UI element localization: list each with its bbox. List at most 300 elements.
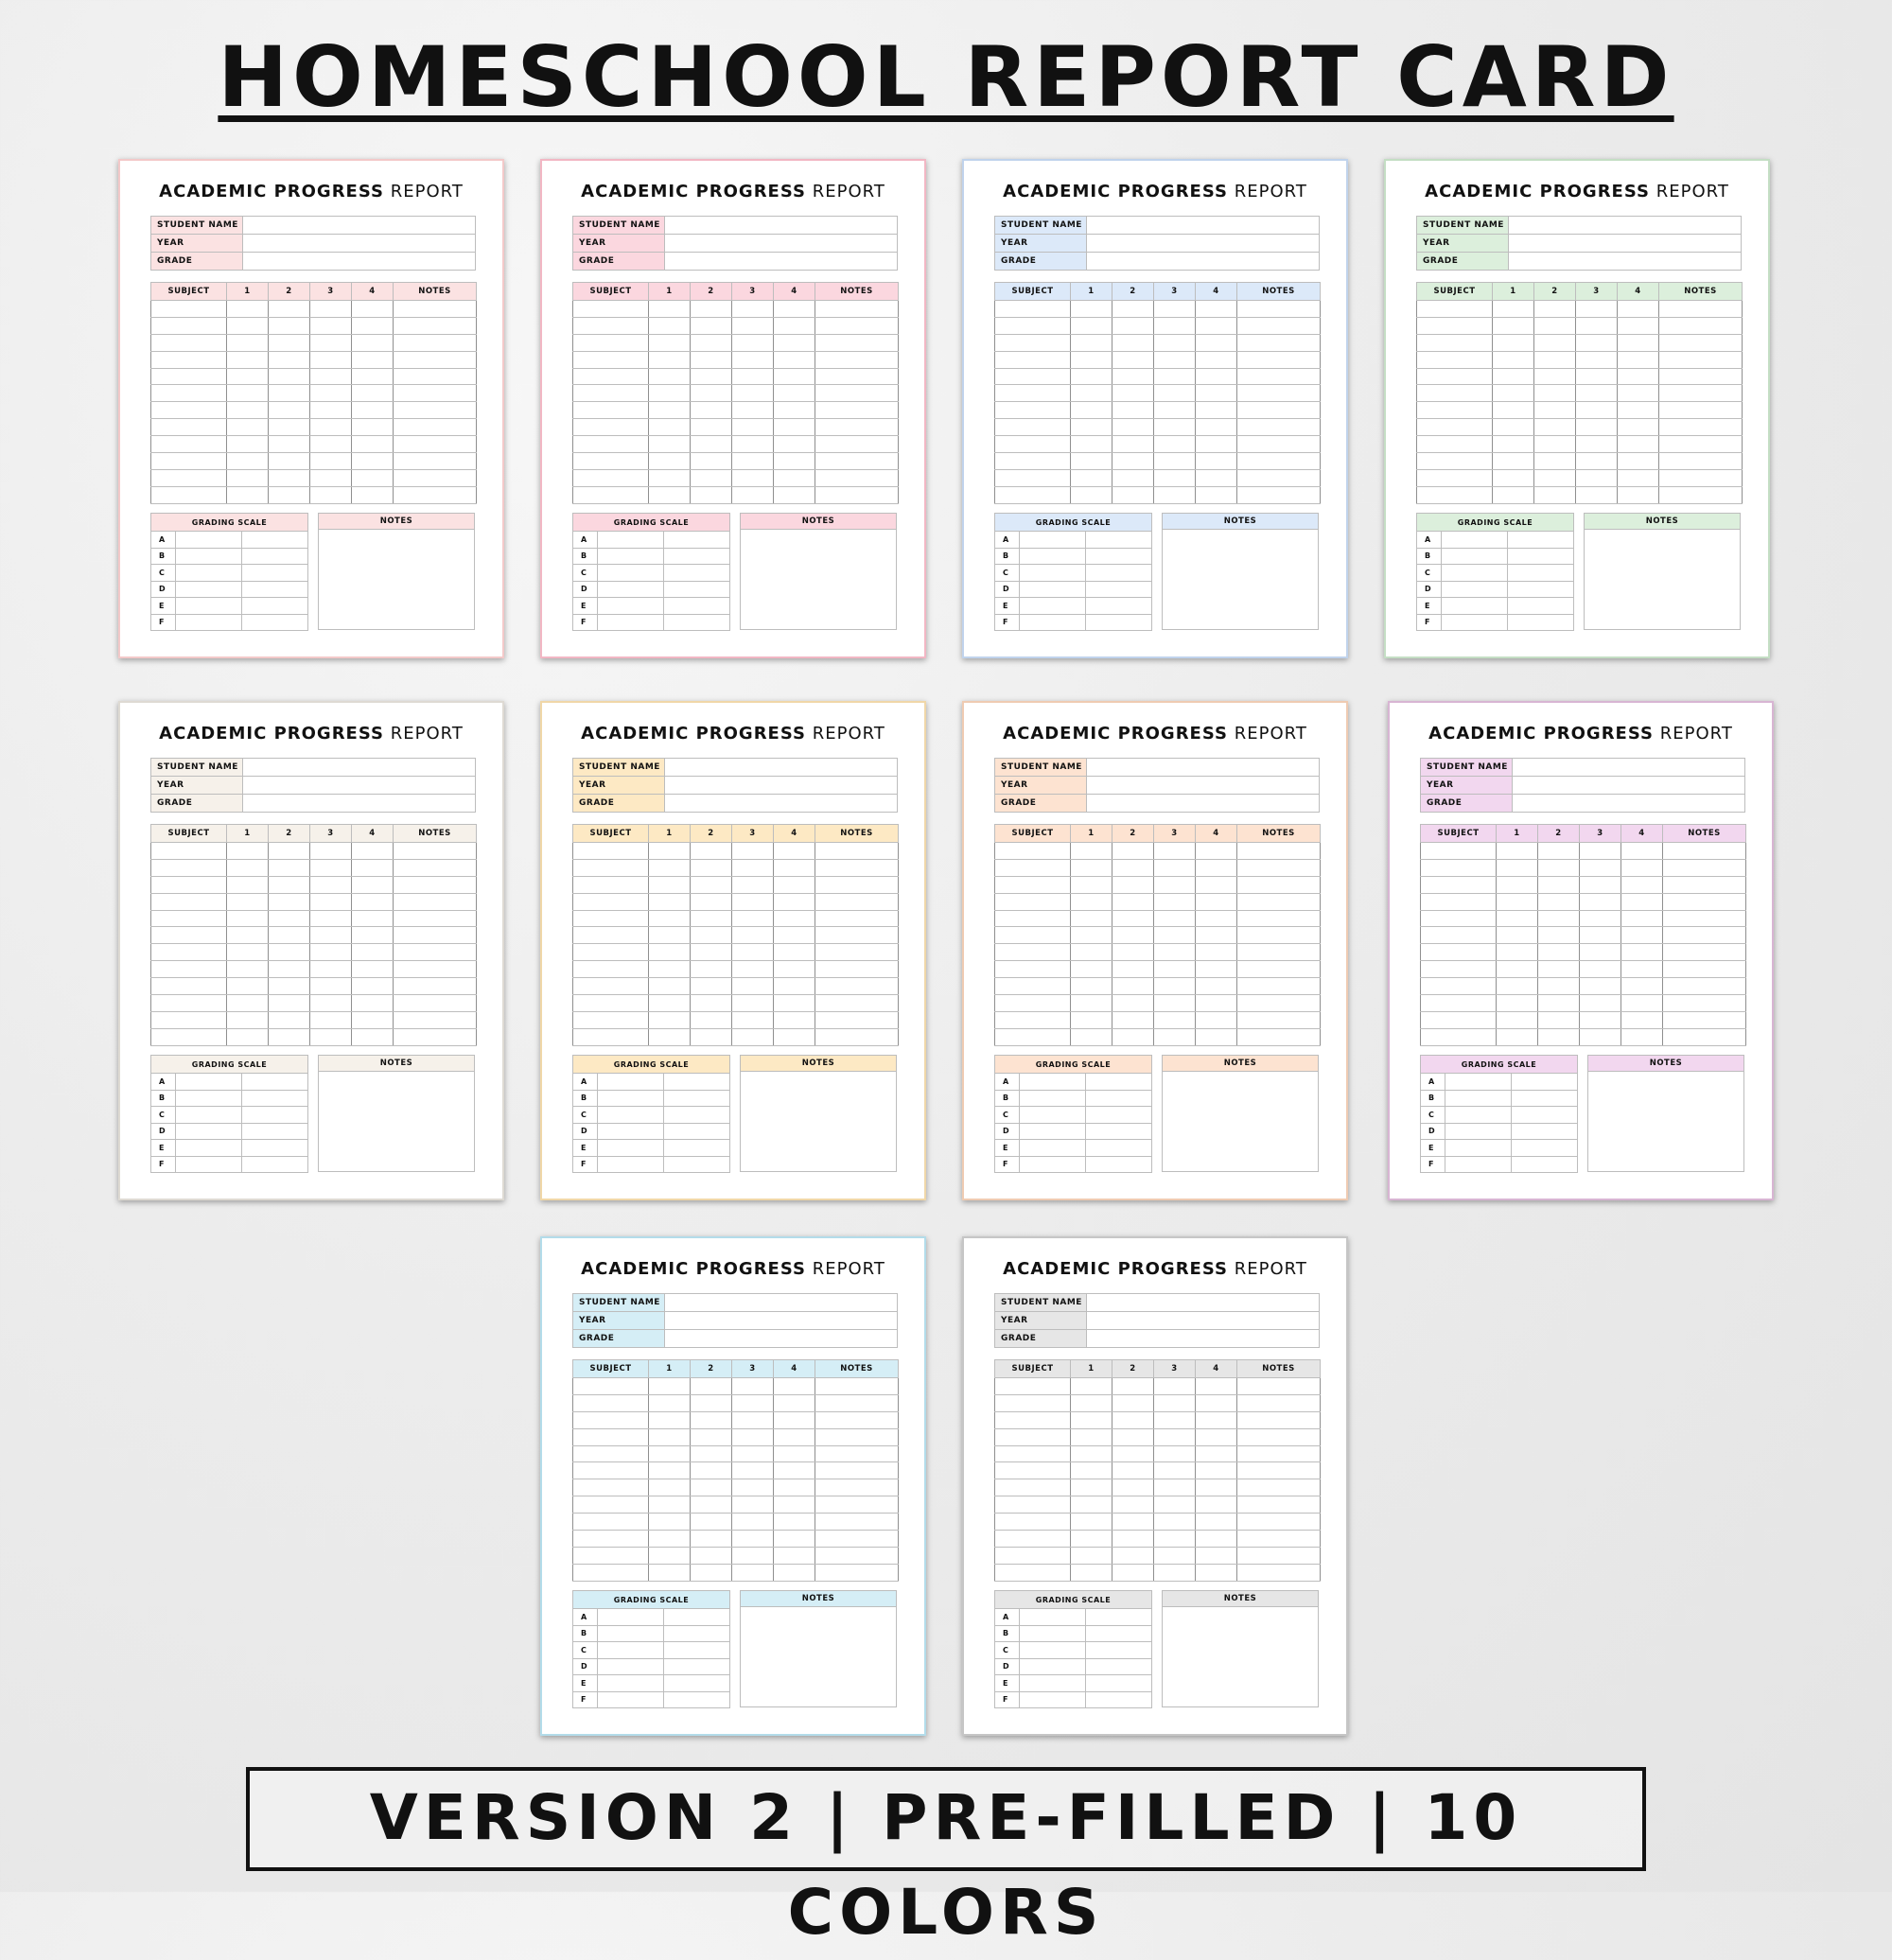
grade-desc-cell[interactable]	[664, 1675, 730, 1692]
subject-cell[interactable]	[1497, 927, 1538, 944]
subject-cell[interactable]	[1237, 402, 1321, 419]
subject-cell[interactable]	[649, 1531, 691, 1548]
subject-cell[interactable]	[1663, 843, 1746, 860]
subject-cell[interactable]	[1497, 961, 1538, 978]
subject-cell[interactable]	[573, 419, 649, 436]
subject-cell[interactable]	[573, 995, 649, 1012]
grade-range-cell[interactable]	[1445, 1074, 1512, 1091]
subject-cell[interactable]	[1154, 351, 1196, 368]
subject-cell[interactable]	[1663, 978, 1746, 995]
subject-cell[interactable]	[1071, 486, 1112, 503]
subject-cell[interactable]	[1621, 927, 1663, 944]
subject-cell[interactable]	[269, 944, 310, 961]
subject-cell[interactable]	[269, 385, 310, 402]
subject-cell[interactable]	[310, 961, 352, 978]
subject-cell[interactable]	[227, 843, 269, 860]
subject-cell[interactable]	[815, 1428, 899, 1445]
subject-cell[interactable]	[1071, 419, 1112, 436]
subject-cell[interactable]	[1538, 927, 1580, 944]
grade-desc-cell[interactable]	[664, 1090, 730, 1107]
info-field[interactable]	[665, 1312, 898, 1330]
subject-cell[interactable]	[1493, 453, 1534, 470]
subject-cell[interactable]	[1071, 1514, 1112, 1531]
grade-range-cell[interactable]	[1020, 1140, 1086, 1157]
subject-cell[interactable]	[1580, 927, 1621, 944]
subject-cell[interactable]	[649, 1011, 691, 1028]
subject-cell[interactable]	[732, 301, 774, 318]
subject-cell[interactable]	[1154, 927, 1196, 944]
subject-cell[interactable]	[310, 944, 352, 961]
subject-cell[interactable]	[1196, 317, 1237, 334]
info-field[interactable]	[1087, 253, 1320, 271]
grade-range-cell[interactable]	[598, 1090, 664, 1107]
subject-cell[interactable]	[995, 453, 1071, 470]
subject-cell[interactable]	[269, 334, 310, 351]
subject-cell[interactable]	[1237, 436, 1321, 453]
subject-cell[interactable]	[269, 317, 310, 334]
subject-cell[interactable]	[573, 944, 649, 961]
subject-cell[interactable]	[1237, 1564, 1321, 1581]
notes-box[interactable]	[318, 1055, 475, 1172]
subject-cell[interactable]	[1534, 334, 1576, 351]
subject-cell[interactable]	[774, 436, 815, 453]
subject-cell[interactable]	[649, 469, 691, 486]
subject-cell[interactable]	[1237, 910, 1321, 927]
subject-cell[interactable]	[1154, 843, 1196, 860]
subject-cell[interactable]	[573, 1531, 649, 1548]
subject-cell[interactable]	[815, 385, 899, 402]
subject-cell[interactable]	[815, 927, 899, 944]
subject-cell[interactable]	[995, 1378, 1071, 1395]
subject-cell[interactable]	[227, 436, 269, 453]
subject-cell[interactable]	[151, 843, 227, 860]
subject-cell[interactable]	[1196, 453, 1237, 470]
subject-cell[interactable]	[269, 301, 310, 318]
subject-cell[interactable]	[732, 1378, 774, 1395]
subject-cell[interactable]	[815, 419, 899, 436]
subject-cell[interactable]	[815, 436, 899, 453]
subject-cell[interactable]	[310, 859, 352, 876]
grade-desc-cell[interactable]	[1508, 532, 1574, 549]
subject-cell[interactable]	[310, 436, 352, 453]
subject-cell[interactable]	[310, 978, 352, 995]
subject-cell[interactable]	[1417, 486, 1493, 503]
info-field[interactable]	[1087, 217, 1320, 235]
subject-cell[interactable]	[573, 978, 649, 995]
subject-cell[interactable]	[732, 843, 774, 860]
subject-cell[interactable]	[1663, 927, 1746, 944]
subject-cell[interactable]	[1154, 1547, 1196, 1564]
subject-cell[interactable]	[1576, 317, 1618, 334]
grade-desc-cell[interactable]	[664, 1642, 730, 1659]
subject-cell[interactable]	[815, 843, 899, 860]
grade-desc-cell[interactable]	[1508, 581, 1574, 598]
subject-cell[interactable]	[1237, 893, 1321, 910]
subject-cell[interactable]	[815, 944, 899, 961]
subject-cell[interactable]	[815, 1011, 899, 1028]
grade-range-cell[interactable]	[176, 565, 242, 582]
subject-cell[interactable]	[1237, 961, 1321, 978]
subject-cell[interactable]	[649, 1394, 691, 1411]
subject-cell[interactable]	[1497, 1011, 1538, 1028]
subject-cell[interactable]	[1196, 944, 1237, 961]
subject-cell[interactable]	[1071, 351, 1112, 368]
subject-cell[interactable]	[649, 1428, 691, 1445]
subject-cell[interactable]	[151, 317, 227, 334]
subject-cell[interactable]	[1196, 301, 1237, 318]
subject-cell[interactable]	[1196, 351, 1237, 368]
grade-range-cell[interactable]	[176, 1123, 242, 1140]
subject-cell[interactable]	[732, 385, 774, 402]
subject-cell[interactable]	[1071, 978, 1112, 995]
subject-cell[interactable]	[732, 453, 774, 470]
subject-cell[interactable]	[573, 453, 649, 470]
grade-range-cell[interactable]	[1445, 1156, 1512, 1173]
subject-cell[interactable]	[691, 1514, 732, 1531]
subject-cell[interactable]	[815, 1479, 899, 1496]
subject-cell[interactable]	[227, 961, 269, 978]
subject-cell[interactable]	[995, 469, 1071, 486]
subject-cell[interactable]	[1071, 1564, 1112, 1581]
subject-cell[interactable]	[1071, 1445, 1112, 1462]
subject-cell[interactable]	[352, 843, 394, 860]
subject-cell[interactable]	[1237, 1496, 1321, 1514]
subject-cell[interactable]	[995, 961, 1071, 978]
subject-cell[interactable]	[269, 351, 310, 368]
subject-cell[interactable]	[1421, 843, 1497, 860]
subject-cell[interactable]	[573, 301, 649, 318]
subject-cell[interactable]	[815, 859, 899, 876]
subject-cell[interactable]	[774, 876, 815, 893]
subject-cell[interactable]	[573, 1411, 649, 1428]
subject-cell[interactable]	[1663, 859, 1746, 876]
subject-cell[interactable]	[1659, 436, 1743, 453]
grade-range-cell[interactable]	[176, 614, 242, 631]
subject-cell[interactable]	[151, 893, 227, 910]
subject-cell[interactable]	[573, 486, 649, 503]
subject-cell[interactable]	[310, 1028, 352, 1045]
subject-cell[interactable]	[1659, 469, 1743, 486]
subject-cell[interactable]	[732, 1479, 774, 1496]
subject-cell[interactable]	[573, 1547, 649, 1564]
subject-cell[interactable]	[310, 301, 352, 318]
subject-cell[interactable]	[1618, 436, 1659, 453]
subject-cell[interactable]	[394, 961, 477, 978]
subject-cell[interactable]	[691, 893, 732, 910]
subject-cell[interactable]	[394, 843, 477, 860]
subject-cell[interactable]	[649, 1514, 691, 1531]
subject-cell[interactable]	[1196, 469, 1237, 486]
subject-cell[interactable]	[1196, 1411, 1237, 1428]
subject-cell[interactable]	[227, 859, 269, 876]
grade-desc-cell[interactable]	[1086, 1642, 1152, 1659]
subject-cell[interactable]	[649, 944, 691, 961]
subject-cell[interactable]	[573, 1462, 649, 1479]
grade-range-cell[interactable]	[1445, 1090, 1512, 1107]
info-field[interactable]	[1509, 217, 1742, 235]
subject-cell[interactable]	[227, 944, 269, 961]
subject-cell[interactable]	[227, 978, 269, 995]
subject-cell[interactable]	[352, 453, 394, 470]
grade-desc-cell[interactable]	[1508, 598, 1574, 615]
subject-cell[interactable]	[774, 469, 815, 486]
subject-cell[interactable]	[1621, 910, 1663, 927]
subject-cell[interactable]	[995, 436, 1071, 453]
subject-cell[interactable]	[649, 859, 691, 876]
subject-cell[interactable]	[1237, 419, 1321, 436]
subject-cell[interactable]	[227, 995, 269, 1012]
grade-desc-cell[interactable]	[1512, 1107, 1578, 1124]
subject-cell[interactable]	[732, 334, 774, 351]
subject-cell[interactable]	[1112, 436, 1154, 453]
subject-cell[interactable]	[352, 317, 394, 334]
subject-cell[interactable]	[1621, 978, 1663, 995]
subject-cell[interactable]	[1497, 995, 1538, 1012]
subject-cell[interactable]	[1534, 453, 1576, 470]
subject-cell[interactable]	[1493, 351, 1534, 368]
subject-cell[interactable]	[1196, 436, 1237, 453]
subject-cell[interactable]	[310, 876, 352, 893]
subject-cell[interactable]	[995, 1531, 1071, 1548]
subject-cell[interactable]	[310, 486, 352, 503]
subject-cell[interactable]	[1417, 419, 1493, 436]
subject-cell[interactable]	[1580, 910, 1621, 927]
subject-cell[interactable]	[732, 1496, 774, 1514]
grade-range-cell[interactable]	[598, 1691, 664, 1708]
subject-cell[interactable]	[352, 486, 394, 503]
subject-cell[interactable]	[732, 368, 774, 385]
grade-range-cell[interactable]	[1442, 548, 1508, 565]
subject-cell[interactable]	[1421, 1011, 1497, 1028]
subject-cell[interactable]	[691, 1028, 732, 1045]
subject-cell[interactable]	[1112, 1496, 1154, 1514]
grade-desc-cell[interactable]	[664, 598, 730, 615]
subject-cell[interactable]	[1154, 402, 1196, 419]
subject-cell[interactable]	[1071, 385, 1112, 402]
subject-cell[interactable]	[1112, 944, 1154, 961]
subject-cell[interactable]	[394, 453, 477, 470]
subject-cell[interactable]	[269, 486, 310, 503]
grade-desc-cell[interactable]	[242, 548, 308, 565]
info-field[interactable]	[243, 795, 476, 813]
subject-cell[interactable]	[1576, 419, 1618, 436]
subject-cell[interactable]	[1196, 1011, 1237, 1028]
subject-cell[interactable]	[649, 876, 691, 893]
subject-cell[interactable]	[691, 978, 732, 995]
subject-cell[interactable]	[1154, 1411, 1196, 1428]
subject-cell[interactable]	[310, 910, 352, 927]
subject-cell[interactable]	[1112, 1411, 1154, 1428]
subject-cell[interactable]	[227, 1028, 269, 1045]
info-field[interactable]	[243, 759, 476, 777]
subject-cell[interactable]	[151, 1028, 227, 1045]
subject-cell[interactable]	[1618, 334, 1659, 351]
subject-cell[interactable]	[691, 351, 732, 368]
subject-cell[interactable]	[732, 1531, 774, 1548]
notes-box[interactable]	[1162, 513, 1319, 630]
subject-cell[interactable]	[815, 317, 899, 334]
grade-desc-cell[interactable]	[242, 565, 308, 582]
subject-cell[interactable]	[1493, 334, 1534, 351]
subject-cell[interactable]	[394, 351, 477, 368]
subject-cell[interactable]	[774, 1411, 815, 1428]
grade-desc-cell[interactable]	[1086, 1140, 1152, 1157]
grade-desc-cell[interactable]	[664, 1156, 730, 1173]
grade-desc-cell[interactable]	[242, 614, 308, 631]
subject-cell[interactable]	[151, 1011, 227, 1028]
grade-range-cell[interactable]	[176, 1140, 242, 1157]
grade-desc-cell[interactable]	[242, 1074, 308, 1091]
subject-cell[interactable]	[649, 1547, 691, 1564]
subject-cell[interactable]	[1071, 1411, 1112, 1428]
subject-cell[interactable]	[227, 893, 269, 910]
subject-cell[interactable]	[573, 402, 649, 419]
subject-cell[interactable]	[1154, 876, 1196, 893]
subject-cell[interactable]	[1196, 368, 1237, 385]
subject-cell[interactable]	[1237, 317, 1321, 334]
subject-cell[interactable]	[815, 301, 899, 318]
grade-range-cell[interactable]	[598, 532, 664, 549]
grade-desc-cell[interactable]	[664, 1074, 730, 1091]
grade-desc-cell[interactable]	[664, 1658, 730, 1675]
subject-cell[interactable]	[573, 1445, 649, 1462]
subject-cell[interactable]	[352, 351, 394, 368]
subject-cell[interactable]	[1497, 843, 1538, 860]
grade-range-cell[interactable]	[598, 1156, 664, 1173]
subject-cell[interactable]	[1621, 1028, 1663, 1045]
grade-range-cell[interactable]	[176, 581, 242, 598]
subject-cell[interactable]	[995, 927, 1071, 944]
subject-cell[interactable]	[774, 1479, 815, 1496]
subject-cell[interactable]	[1538, 859, 1580, 876]
subject-cell[interactable]	[774, 910, 815, 927]
grade-desc-cell[interactable]	[1086, 1123, 1152, 1140]
subject-cell[interactable]	[691, 301, 732, 318]
subject-cell[interactable]	[691, 1564, 732, 1581]
subject-cell[interactable]	[774, 893, 815, 910]
subject-cell[interactable]	[151, 910, 227, 927]
subject-cell[interactable]	[1493, 385, 1534, 402]
subject-cell[interactable]	[1580, 876, 1621, 893]
subject-cell[interactable]	[995, 385, 1071, 402]
subject-cell[interactable]	[649, 843, 691, 860]
subject-cell[interactable]	[1237, 486, 1321, 503]
subject-cell[interactable]	[1196, 1564, 1237, 1581]
subject-cell[interactable]	[1497, 893, 1538, 910]
subject-cell[interactable]	[1196, 1028, 1237, 1045]
subject-cell[interactable]	[310, 469, 352, 486]
subject-cell[interactable]	[1576, 385, 1618, 402]
subject-cell[interactable]	[1071, 1496, 1112, 1514]
subject-cell[interactable]	[774, 1378, 815, 1395]
subject-cell[interactable]	[649, 334, 691, 351]
subject-cell[interactable]	[1618, 469, 1659, 486]
subject-cell[interactable]	[1618, 301, 1659, 318]
subject-cell[interactable]	[1112, 1394, 1154, 1411]
subject-cell[interactable]	[269, 995, 310, 1012]
subject-cell[interactable]	[573, 961, 649, 978]
grade-desc-cell[interactable]	[1086, 1691, 1152, 1708]
subject-cell[interactable]	[151, 419, 227, 436]
subject-cell[interactable]	[1196, 927, 1237, 944]
subject-cell[interactable]	[352, 876, 394, 893]
subject-cell[interactable]	[1112, 385, 1154, 402]
subject-cell[interactable]	[394, 486, 477, 503]
subject-cell[interactable]	[1659, 402, 1743, 419]
subject-cell[interactable]	[995, 317, 1071, 334]
grade-desc-cell[interactable]	[242, 1123, 308, 1140]
grade-desc-cell[interactable]	[1086, 1074, 1152, 1091]
subject-cell[interactable]	[815, 1547, 899, 1564]
subject-cell[interactable]	[1421, 876, 1497, 893]
subject-cell[interactable]	[151, 301, 227, 318]
subject-cell[interactable]	[1154, 436, 1196, 453]
subject-cell[interactable]	[995, 910, 1071, 927]
subject-cell[interactable]	[1621, 893, 1663, 910]
subject-cell[interactable]	[394, 419, 477, 436]
subject-cell[interactable]	[1421, 961, 1497, 978]
subject-cell[interactable]	[1417, 385, 1493, 402]
grade-desc-cell[interactable]	[242, 1090, 308, 1107]
subject-cell[interactable]	[774, 978, 815, 995]
subject-cell[interactable]	[227, 301, 269, 318]
grade-range-cell[interactable]	[1020, 1609, 1086, 1626]
subject-cell[interactable]	[352, 910, 394, 927]
subject-cell[interactable]	[691, 876, 732, 893]
grade-range-cell[interactable]	[176, 548, 242, 565]
subject-cell[interactable]	[1618, 486, 1659, 503]
subject-cell[interactable]	[1071, 334, 1112, 351]
subject-cell[interactable]	[227, 351, 269, 368]
subject-cell[interactable]	[1237, 1514, 1321, 1531]
subject-cell[interactable]	[815, 334, 899, 351]
subject-cell[interactable]	[151, 859, 227, 876]
grade-desc-cell[interactable]	[664, 614, 730, 631]
info-field[interactable]	[665, 217, 898, 235]
subject-cell[interactable]	[1112, 978, 1154, 995]
subject-cell[interactable]	[1421, 859, 1497, 876]
subject-cell[interactable]	[1659, 351, 1743, 368]
subject-cell[interactable]	[1112, 961, 1154, 978]
subject-cell[interactable]	[774, 301, 815, 318]
subject-cell[interactable]	[352, 1011, 394, 1028]
subject-cell[interactable]	[1580, 843, 1621, 860]
subject-cell[interactable]	[227, 419, 269, 436]
subject-cell[interactable]	[1071, 1479, 1112, 1496]
grade-range-cell[interactable]	[1442, 614, 1508, 631]
subject-cell[interactable]	[1154, 1445, 1196, 1462]
subject-cell[interactable]	[732, 927, 774, 944]
subject-cell[interactable]	[573, 927, 649, 944]
grade-range-cell[interactable]	[1020, 1675, 1086, 1692]
subject-cell[interactable]	[227, 469, 269, 486]
subject-cell[interactable]	[1237, 301, 1321, 318]
subject-cell[interactable]	[227, 453, 269, 470]
subject-cell[interactable]	[1112, 1479, 1154, 1496]
subject-cell[interactable]	[1659, 301, 1743, 318]
subject-cell[interactable]	[1196, 334, 1237, 351]
subject-cell[interactable]	[1659, 317, 1743, 334]
subject-cell[interactable]	[774, 1394, 815, 1411]
subject-cell[interactable]	[1112, 1428, 1154, 1445]
subject-cell[interactable]	[394, 910, 477, 927]
info-field[interactable]	[1087, 1330, 1320, 1348]
grade-range-cell[interactable]	[1442, 598, 1508, 615]
subject-cell[interactable]	[1112, 927, 1154, 944]
subject-cell[interactable]	[995, 876, 1071, 893]
subject-cell[interactable]	[649, 402, 691, 419]
subject-cell[interactable]	[732, 1445, 774, 1462]
